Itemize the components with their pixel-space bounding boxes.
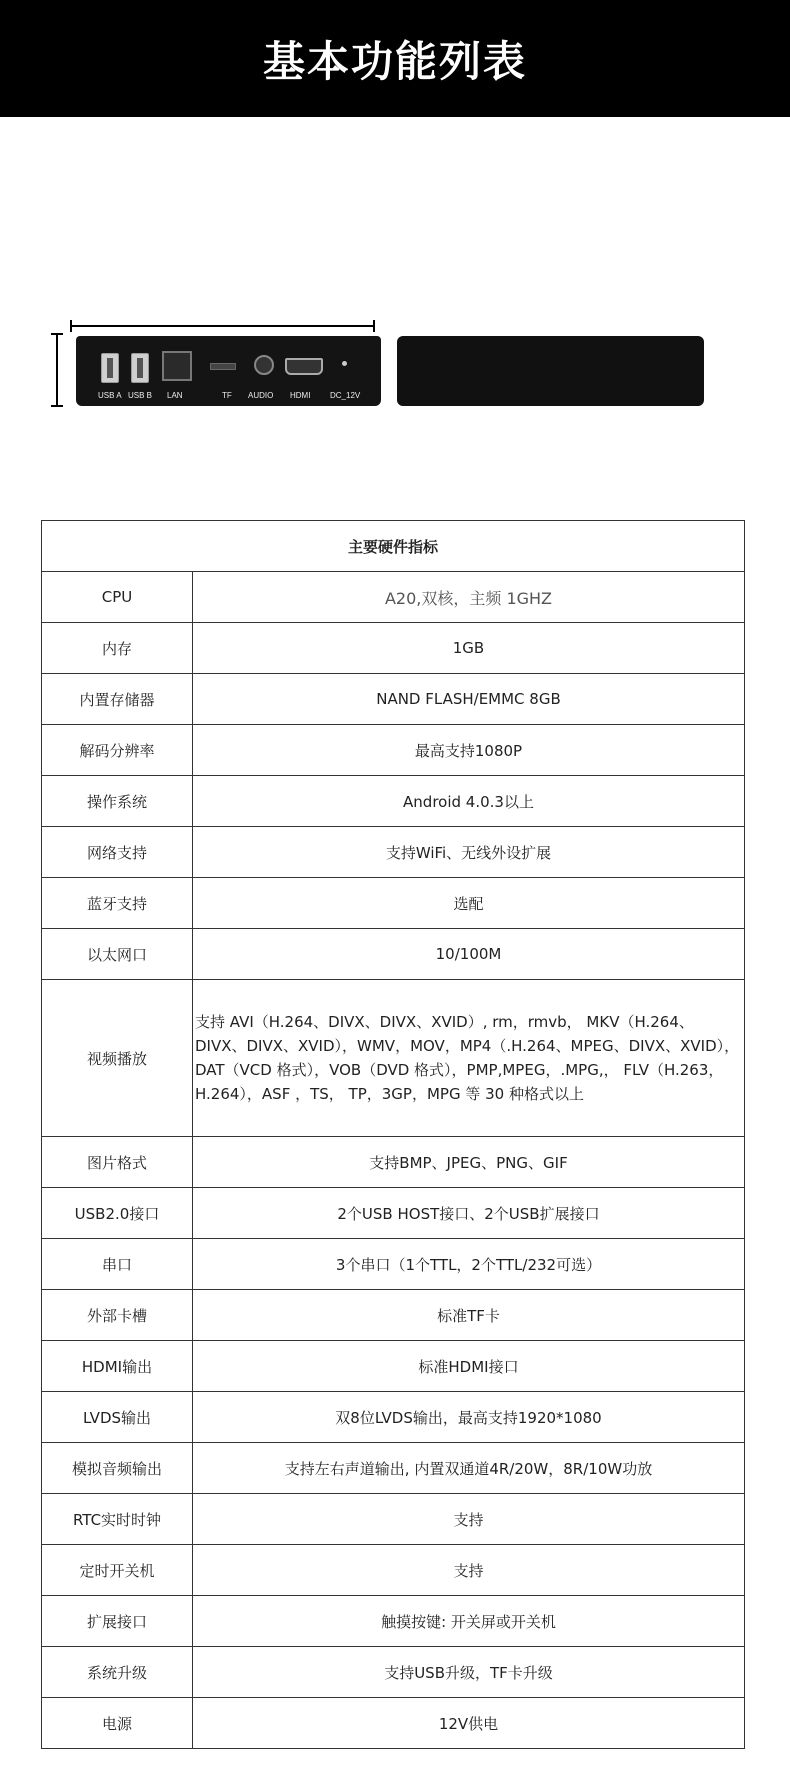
port-label: DC_12V bbox=[330, 391, 361, 400]
row-value: 标准TF卡 bbox=[193, 1290, 745, 1341]
port-label: AUDIO bbox=[248, 391, 274, 400]
port-label: LAN bbox=[167, 391, 183, 400]
lan-port bbox=[162, 351, 192, 381]
table-row bbox=[42, 1392, 745, 1443]
row-key: 系统升级 bbox=[42, 1647, 193, 1698]
row-value: 支持 bbox=[193, 1545, 745, 1596]
row-value: 支持左右声道输出, 内置双通道4R/20W，8R/10W功放 bbox=[193, 1443, 745, 1494]
port-label: USB A bbox=[98, 391, 122, 400]
row-key: 蓝牙支持 bbox=[42, 878, 193, 929]
table-row bbox=[42, 1341, 745, 1392]
row-value: 双8位LVDS输出，最高支持1920*1080 bbox=[193, 1392, 745, 1443]
row-value: 支持 AVI（H.264、DIVX、DIVX、XVID）, rm，rmvb， MKV（H.264、DIVX、DIVX、XVID），WMV，MOV，MP4（.H.264、MPEG、DIVX、XVID），DAT（VCD 格式），VOB（DVD 格式），PMP,MPEG，.MPG,， FLV（H.263，H.264），ASF ，TS， TP，3GP，MPG 等 30 种格式以上 bbox=[193, 980, 745, 1137]
row-key: 解码分辨率 bbox=[42, 725, 193, 776]
row-value: 标准HDMI接口 bbox=[193, 1341, 745, 1392]
row-value: 12V供电 bbox=[193, 1698, 745, 1749]
row-value: 1GB bbox=[193, 623, 745, 674]
row-key: 模拟音频输出 bbox=[42, 1443, 193, 1494]
row-value: 10/100M bbox=[193, 929, 745, 980]
table-row bbox=[42, 1596, 745, 1647]
table-row bbox=[42, 623, 745, 674]
row-key: LVDS输出 bbox=[42, 1392, 193, 1443]
row-value: 最高支持1080P bbox=[193, 725, 745, 776]
row-key: USB2.0接口 bbox=[42, 1188, 193, 1239]
row-key: 串口 bbox=[42, 1239, 193, 1290]
row-key: 操作系统 bbox=[42, 776, 193, 827]
usb-a-port bbox=[101, 353, 119, 383]
row-key: 外部卡槽 bbox=[42, 1290, 193, 1341]
audio-jack bbox=[254, 355, 274, 375]
table-row bbox=[42, 1239, 745, 1290]
table-row bbox=[42, 827, 745, 878]
row-key: 内存 bbox=[42, 623, 193, 674]
table-row bbox=[42, 776, 745, 827]
row-value: 支持 bbox=[193, 1494, 745, 1545]
row-value: 选配 bbox=[193, 878, 745, 929]
dc-jack bbox=[342, 361, 347, 366]
table-row bbox=[42, 1494, 745, 1545]
row-key: HDMI输出 bbox=[42, 1341, 193, 1392]
row-value: 2个USB HOST接口、2个USB扩展接口 bbox=[193, 1188, 745, 1239]
row-value: 支持USB升级，TF卡升级 bbox=[193, 1647, 745, 1698]
port-label: TF bbox=[222, 391, 232, 400]
device-side-view bbox=[397, 336, 704, 406]
row-value: 支持BMP、JPEG、PNG、GIF bbox=[193, 1137, 745, 1188]
table-row bbox=[42, 1545, 745, 1596]
height-dimension-line bbox=[56, 333, 58, 407]
table-row bbox=[42, 1290, 745, 1341]
row-key: 以太网口 bbox=[42, 929, 193, 980]
table-row bbox=[42, 1188, 745, 1239]
spec-table bbox=[41, 520, 745, 1749]
table-row bbox=[42, 1647, 745, 1698]
row-key: 定时开关机 bbox=[42, 1545, 193, 1596]
row-key: RTC实时时钟 bbox=[42, 1494, 193, 1545]
device-front-view bbox=[76, 336, 381, 406]
table-row bbox=[42, 1137, 745, 1188]
row-value: NAND FLASH/EMMC 8GB bbox=[193, 674, 745, 725]
row-key: 图片格式 bbox=[42, 1137, 193, 1188]
port-label: HDMI bbox=[290, 391, 311, 400]
table-row bbox=[42, 929, 745, 980]
row-key: 电源 bbox=[42, 1698, 193, 1749]
row-key: 视频播放 bbox=[42, 980, 193, 1137]
table-title: 主要硬件指标 bbox=[42, 521, 745, 572]
row-key: 网络支持 bbox=[42, 827, 193, 878]
width-dimension-line bbox=[70, 325, 375, 327]
port-label: USB B bbox=[128, 391, 153, 400]
tf-slot bbox=[210, 363, 236, 370]
row-value: 触摸按键: 开关屏或开关机 bbox=[193, 1596, 745, 1647]
table-row bbox=[42, 878, 745, 929]
row-value: Android 4.0.3以上 bbox=[193, 776, 745, 827]
table-row bbox=[42, 572, 745, 623]
table-row bbox=[42, 1443, 745, 1494]
row-value: A20,双核，主频 1GHZ bbox=[193, 572, 745, 623]
row-key: 扩展接口 bbox=[42, 1596, 193, 1647]
table-row bbox=[42, 1698, 745, 1749]
row-key: CPU bbox=[42, 572, 193, 623]
table-row bbox=[42, 980, 745, 1137]
page-title: 基本功能列表 bbox=[262, 36, 527, 86]
usb-b-port bbox=[131, 353, 149, 383]
row-key: 内置存储器 bbox=[42, 674, 193, 725]
row-value: 支持WiFi、无线外设扩展 bbox=[193, 827, 745, 878]
table-row bbox=[42, 725, 745, 776]
product-image bbox=[0, 300, 790, 430]
row-value: 3个串口（1个TTL，2个TTL/232可选） bbox=[193, 1239, 745, 1290]
table-row bbox=[42, 674, 745, 725]
hdmi-port bbox=[285, 358, 323, 375]
header-banner bbox=[0, 0, 790, 117]
